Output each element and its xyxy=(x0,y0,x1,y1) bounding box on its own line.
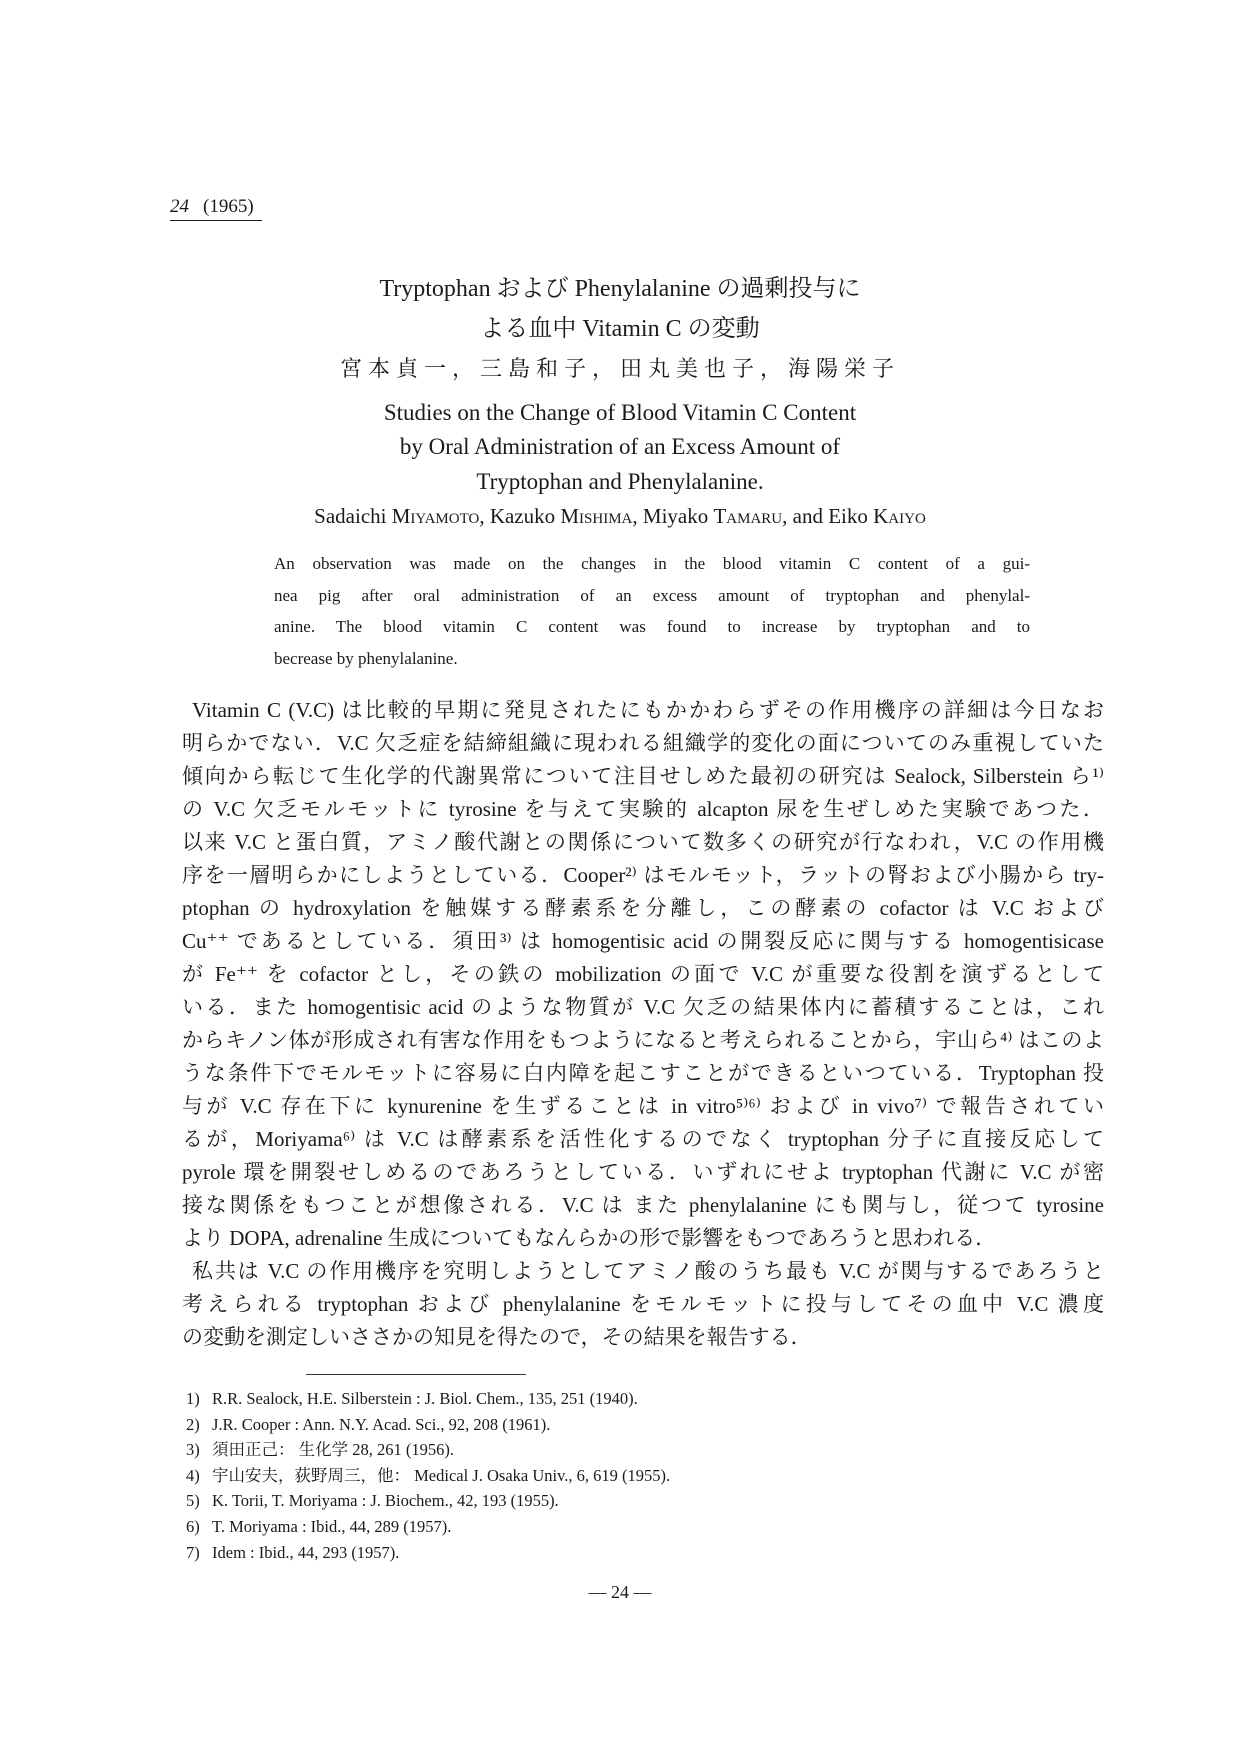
paragraph xyxy=(182,694,1104,1255)
body-line: 以来 V.C と蛋白質，アミノ酸代謝との関係について数多くの研究が行なわれ，V.C の作用機 xyxy=(182,830,1104,854)
references xyxy=(186,1386,670,1565)
body-line: 与が V.C 存在下に kynurenine を生ずることは in vitro⁵⁾⁶⁾ および in vivo⁷⁾ で報告されてい xyxy=(182,1094,1104,1118)
reference-text: T. Moriyama : Ibid., 44, 289 (1957). xyxy=(212,1516,452,1536)
author-given: Miyako xyxy=(642,504,709,528)
title-ja-line-2: よる血中 Vitamin C の変動 xyxy=(480,316,760,342)
body-line: 考えられる tryptophan および phenylalanine をモルモットに投与してその血中 V.C 濃度 xyxy=(182,1292,1104,1316)
reference-number: 7) xyxy=(186,1542,200,1562)
body-text xyxy=(182,694,1104,1354)
reference-item xyxy=(186,1540,670,1566)
page-number: — 24 — xyxy=(588,1582,652,1602)
body-line: 接な関係をもつことが想像される．V.C は また phenylalanine にも関与し，従つて tyrosine xyxy=(182,1193,1104,1217)
reference-number: 4) xyxy=(186,1465,200,1485)
author-given: Kazuko xyxy=(489,504,556,528)
body-line: Cu⁺⁺ であるとしている．須田³⁾ は homogentisic acid の開裂反応に関与する homogentisicase xyxy=(182,929,1104,953)
author-family: Kaiyo xyxy=(873,504,926,528)
reference-number: 1) xyxy=(186,1389,200,1408)
authors-ja: 宮本貞一，三島和子，田丸美也子，海陽栄子 xyxy=(339,357,900,382)
author-family: Miyamoto xyxy=(391,504,480,528)
footnote-divider xyxy=(306,1374,526,1375)
reference-number: 5) xyxy=(186,1491,200,1511)
reference-text: R.R. Sealock, H.E. Silberstein : J. Biol. Chem., 135, 251 (1940). xyxy=(212,1389,638,1408)
author-family: Mishima xyxy=(560,504,633,528)
author-family: Tamaru xyxy=(713,504,783,528)
body-line: ptophan の hydroxylation を触媒する酵素系を分離し，この酵素の cofactor は V.C および xyxy=(182,896,1104,920)
abstract-line: An observation was made on the changes in the blood vitamin C content of a gui- xyxy=(274,554,1030,573)
title-en-line-2: by Oral Administration of an Excess Amount of xyxy=(399,434,841,459)
abstract-line: anine. The blood vitamin C content was found to increase by tryptophan and to xyxy=(274,617,1030,636)
body-line: からキノン体が形成され有害な作用をもつようになると考えられることから，宇山ら⁴⁾ はこのよ xyxy=(182,1028,1104,1052)
title-ja-line-1: Tryptophan および Phenylalanine の過剰投与に xyxy=(379,276,861,302)
abstract xyxy=(274,548,1030,674)
reference-item xyxy=(186,1488,670,1514)
body-line: うな条件下でモルモットに容易に白内障を起こすことができるといつている．Tryptophan 投 xyxy=(182,1061,1104,1085)
body-line: pyrole 環を開裂せしめるのであろうとしている．いずれにせよ tryptophan 代謝に V.C が密 xyxy=(182,1160,1104,1184)
page-number-head: 24 xyxy=(170,196,189,217)
reference-number: 3) xyxy=(186,1440,200,1460)
body-line: 明らかでない．V.C 欠乏症を結締組織に現われる組織学的変化の面についてのみ重視していた xyxy=(182,731,1104,755)
year: (1965) xyxy=(203,196,254,217)
running-head xyxy=(170,196,262,221)
reference-text: 宇山安夫，荻野周三，他： Medical J. Osaka Univ., 6, 619 (1955). xyxy=(212,1465,671,1485)
reference-text: 須田正己： 生化学 28, 261 (1956). xyxy=(212,1440,454,1460)
body-line: るが，Moriyama⁶⁾ は V.C は酵素系を活性化するのでなく tryptophan 分子に直接反応して xyxy=(182,1127,1104,1151)
reference-item xyxy=(186,1412,670,1438)
reference-item xyxy=(186,1514,670,1540)
paragraph xyxy=(182,1255,1104,1354)
body-line: の変動を測定しいささかの知見を得たので，その結果を報告する． xyxy=(182,1325,812,1349)
abstract-line: nea pig after oral administration of an excess amount of tryptophan and phenylal- xyxy=(274,585,1030,605)
author-separator: , xyxy=(632,504,643,528)
reference-item xyxy=(186,1386,670,1412)
body-line: Vitamin C (V.C) は比較的早期に発見されたにもかかわらずその作用機序の詳細は今日なお xyxy=(192,698,1104,722)
title-en-line-3: Tryptophan and Phenylalanine. xyxy=(476,469,764,494)
reference-text: K. Torii, T. Moriyama : J. Biochem., 42, 193 (1955). xyxy=(212,1491,559,1511)
author-given: Sadaichi xyxy=(314,504,387,528)
author-separator: , xyxy=(479,504,490,528)
body-line: より DOPA, adrenaline 生成についてもなんらかの形で影響をもつであろうと思われる． xyxy=(182,1226,997,1250)
abstract-line: becrease by phenylalanine. xyxy=(274,648,458,668)
body-line: 私共は V.C の作用機序を究明しようとしてアミノ酸のうち最も V.C が関与するであろうと xyxy=(192,1259,1104,1283)
reference-item xyxy=(186,1437,670,1463)
body-line: 傾向から転じて生化学的代謝異常について注目せしめた最初の研究は Sealock, Silberstein ら¹⁾ xyxy=(182,764,1104,788)
reference-number: 6) xyxy=(186,1516,200,1536)
authors-en xyxy=(0,504,1240,529)
author-given: Eiko xyxy=(828,504,868,528)
body-line: 序を一層明らかにしようとしている．Cooper²⁾ はモルモット，ラットの腎および小腸から try- xyxy=(182,863,1104,887)
body-line: が Fe⁺⁺ を cofactor とし，その鉄の mobilization の面で V.C が重要な役割を演ずるとして xyxy=(182,962,1104,986)
title-en-line-1: Studies on the Change of Blood Vitamin C Content xyxy=(383,400,857,425)
body-line: いる．また homogentisic acid のような物質が V.C 欠乏の結果体内に蓄積することは，これ xyxy=(182,995,1104,1019)
author-separator: , and xyxy=(782,504,829,528)
body-line: の V.C 欠乏モルモットに tyrosine を与えて実験的 alcapton 尿を生ぜしめた実験であつた． xyxy=(182,797,1104,821)
reference-number: 2) xyxy=(186,1414,200,1434)
reference-text: Idem : Ibid., 44, 293 (1957). xyxy=(212,1542,400,1562)
reference-item xyxy=(186,1463,670,1489)
reference-text: J.R. Cooper : Ann. N.Y. Acad. Sci., 92, 208 (1961). xyxy=(212,1414,551,1434)
